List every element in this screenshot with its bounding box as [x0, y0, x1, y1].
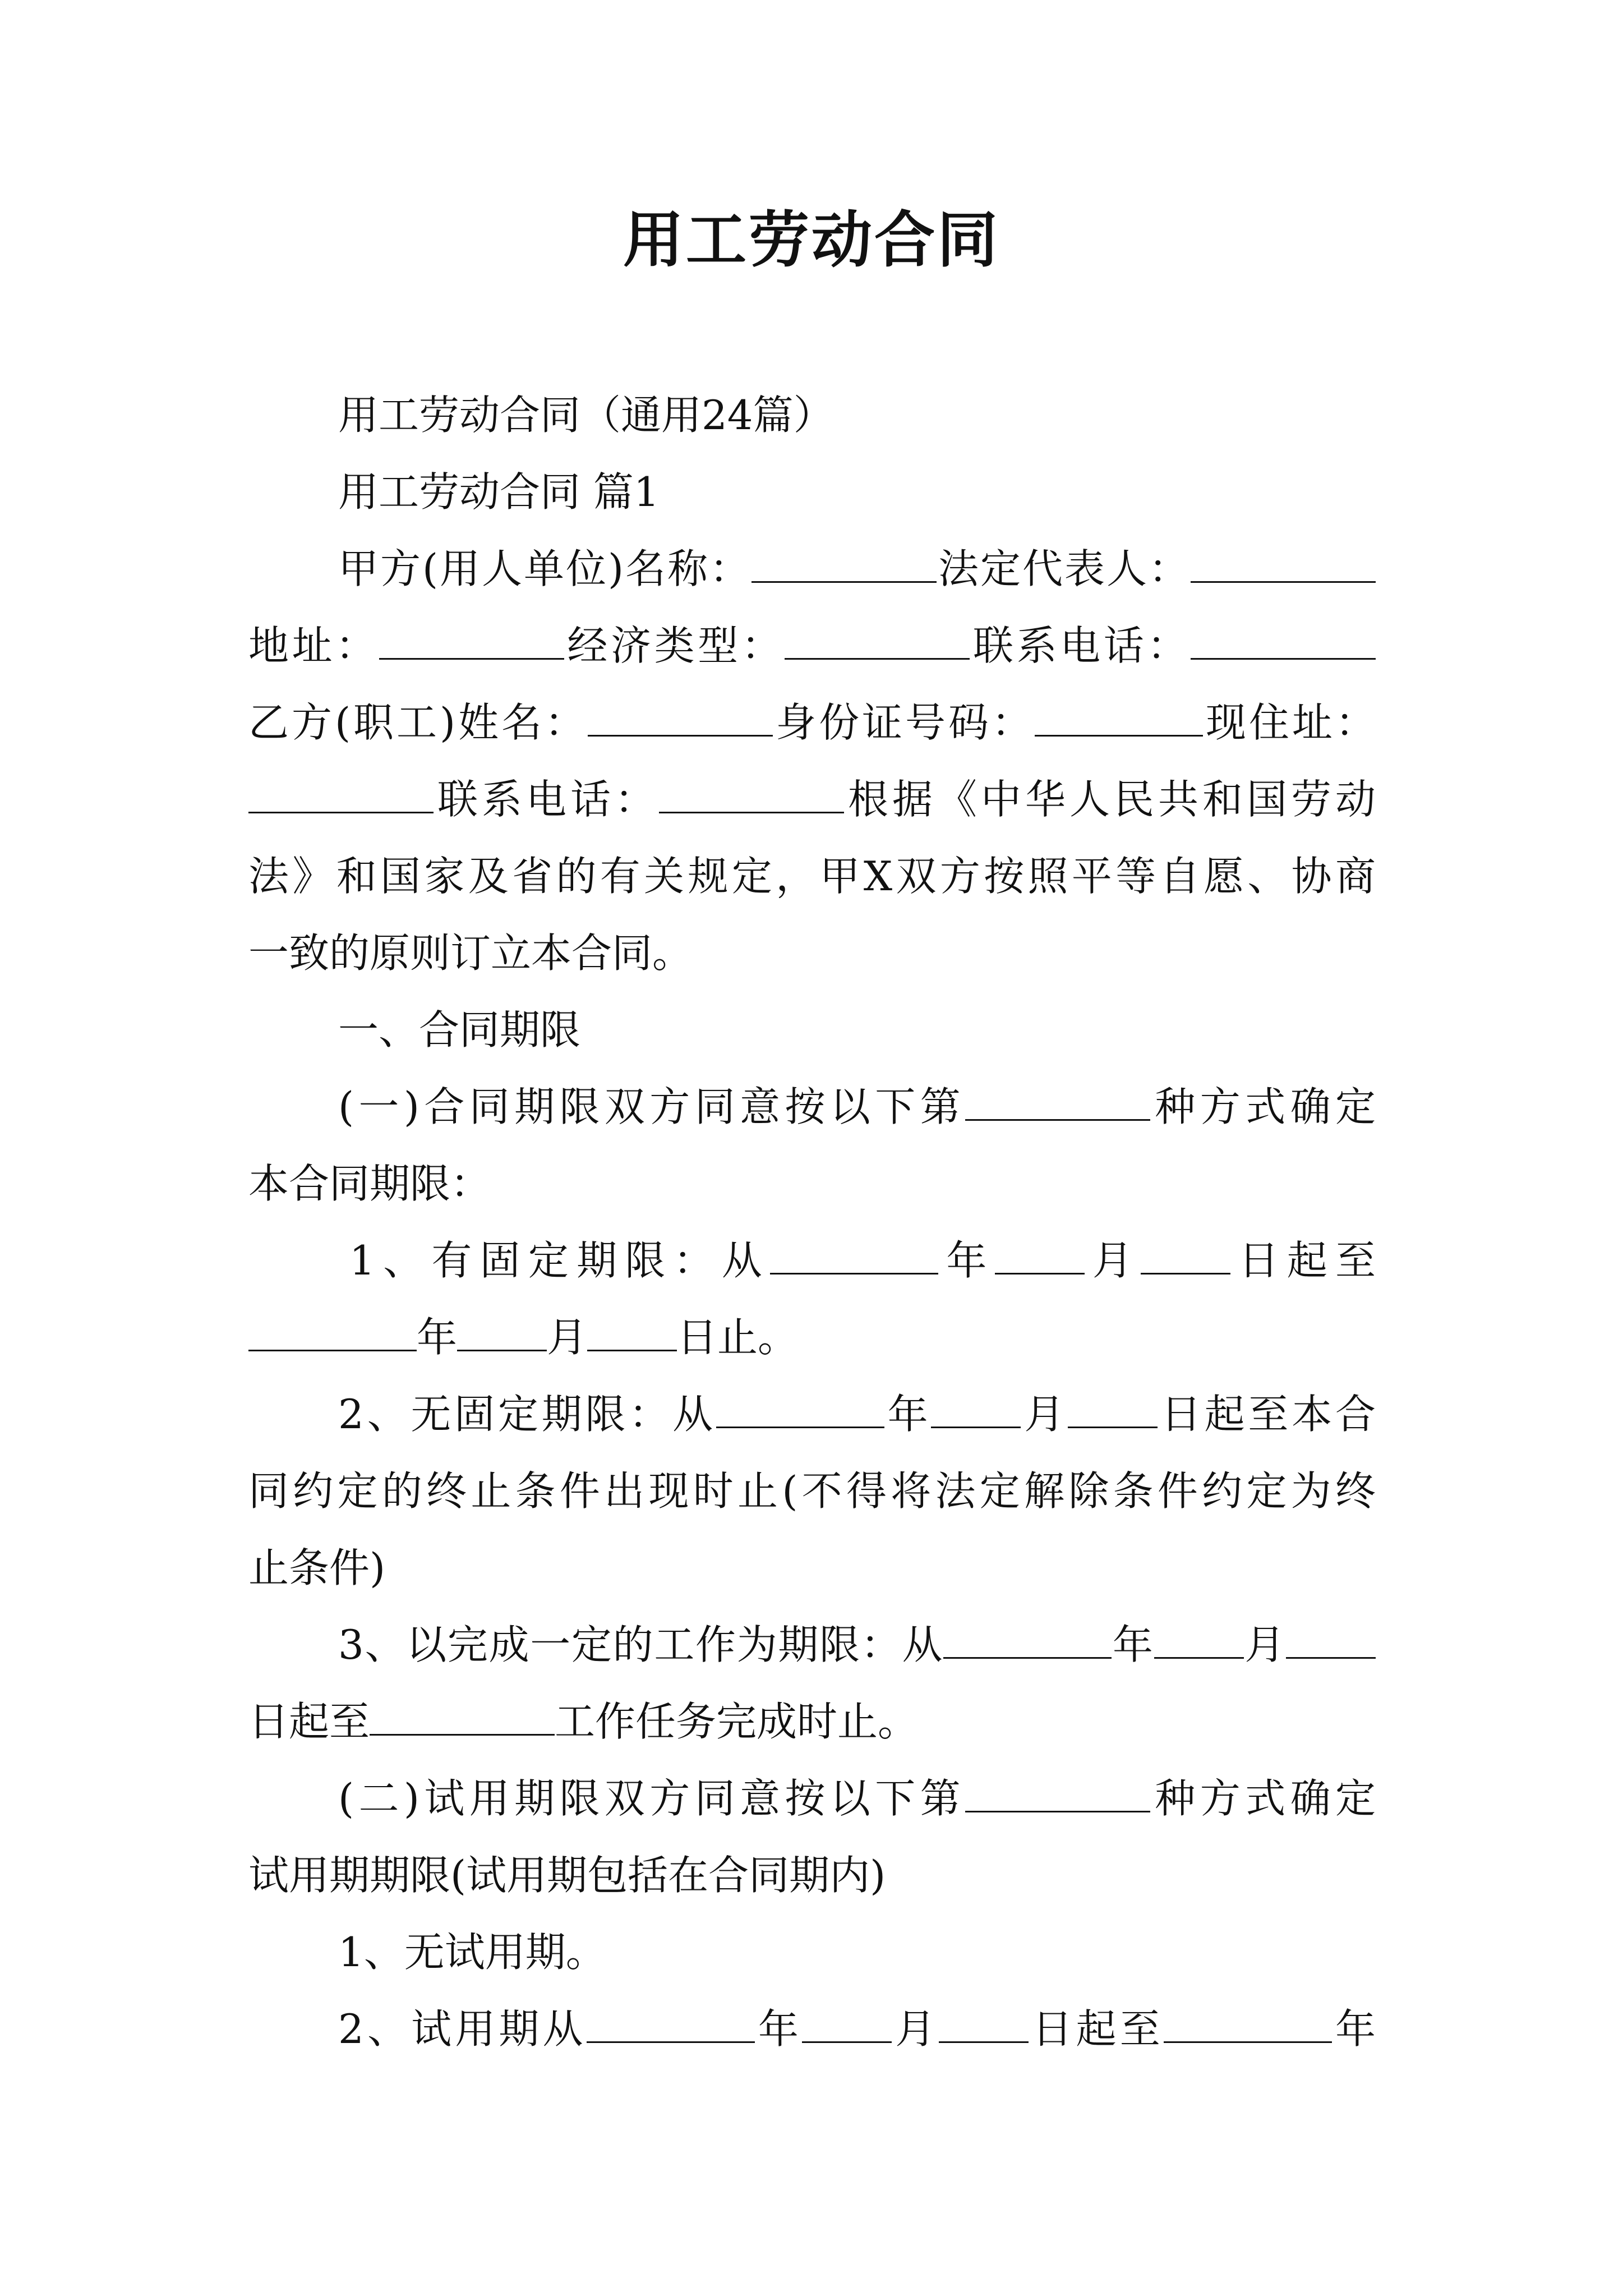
text-segment: 工作任务完成时止。 [555, 1698, 919, 1745]
text-segment: 一致的原则订立本合同。 [248, 930, 693, 977]
text-segment: 法定代表人： [937, 545, 1191, 592]
text-segment: 年 [1331, 2005, 1376, 2053]
text-segment: 2、无固定期限：从 [338, 1391, 716, 1438]
text-line [248, 1299, 1376, 1376]
text-segment: 月 [1084, 1237, 1141, 1284]
text-segment: 法》和国家及省的有关规定，甲X双方按照平等自愿、协商 [248, 853, 1376, 900]
fill-in-blank[interactable] [370, 1697, 555, 1736]
fill-in-blank[interactable] [995, 1236, 1085, 1274]
text-line [248, 1222, 1376, 1299]
text-segment: 止条件) [248, 1544, 386, 1591]
fill-in-blank[interactable] [939, 2005, 1029, 2043]
text-segment: 试用期期限(试用期包括在合同期内) [248, 1852, 886, 1899]
text-line [248, 1376, 1376, 1453]
text-segment: 月 [547, 1314, 588, 1361]
text-segment: 甲方(用人单位)名称： [338, 545, 752, 592]
text-line [248, 1760, 1376, 1837]
fill-in-blank[interactable] [379, 622, 564, 660]
text-segment: 日起至本合 [1158, 1391, 1376, 1438]
text-line [248, 531, 1376, 608]
text-segment: 乙方(职工)姓名： [248, 699, 588, 746]
text-segment: 根据《中华人民共和国劳动 [844, 776, 1376, 823]
text-segment: 一、合同期限 [338, 1006, 581, 1053]
text-segment: 2、试用期从 [338, 2005, 587, 2053]
fill-in-blank[interactable] [1068, 1390, 1158, 1428]
fill-in-blank[interactable] [587, 1313, 677, 1351]
fill-in-blank[interactable] [457, 1313, 547, 1351]
text-segment: 年 [938, 1237, 995, 1284]
text-segment: 经济类型： [564, 622, 785, 669]
text-line [248, 1453, 1376, 1530]
fill-in-blank[interactable] [248, 775, 434, 813]
text-line [248, 1991, 1376, 2068]
fill-in-blank[interactable] [965, 1774, 1150, 1812]
text-line [248, 608, 1376, 684]
text-line [248, 454, 1376, 531]
fill-in-blank[interactable] [1164, 2005, 1332, 2043]
fill-in-blank[interactable] [943, 1621, 1112, 1659]
text-segment: 3、以完成一定的工作为期限：从 [338, 1621, 944, 1668]
text-segment: 年 [884, 1391, 932, 1438]
text-segment: 月 [891, 2005, 939, 2053]
text-segment: 联系电话： [970, 622, 1191, 669]
fill-in-blank[interactable] [587, 2005, 755, 2043]
text-segment: 1、无试用期。 [338, 1929, 606, 1976]
text-segment: 现住址： [1203, 699, 1376, 746]
text-line [248, 915, 1376, 992]
text-line [248, 1683, 1376, 1760]
text-segment: 年 [417, 1314, 458, 1361]
text-line [248, 1837, 1376, 1914]
text-segment: 日起至 [1029, 2005, 1164, 2053]
text-line [248, 992, 1376, 1069]
text-segment: 种方式确定 [1150, 1083, 1376, 1130]
text-segment: 联系电话： [434, 776, 659, 823]
fill-in-blank[interactable] [785, 622, 970, 660]
text-line [248, 1530, 1376, 1607]
text-segment: 用工劳动合同 篇1 [338, 468, 660, 516]
fill-in-blank[interactable] [1191, 545, 1376, 583]
text-line [248, 377, 1376, 454]
text-line [248, 1145, 1376, 1222]
text-segment: 日起至 [248, 1698, 370, 1745]
fill-in-blank[interactable] [770, 1236, 938, 1274]
text-segment: 年 [1112, 1621, 1154, 1668]
fill-in-blank[interactable] [802, 2005, 892, 2043]
text-segment: 同约定的终止条件出现时止(不得将法定解除条件约定为终 [248, 1467, 1376, 1515]
text-line [248, 684, 1376, 761]
fill-in-blank[interactable] [716, 1390, 884, 1428]
text-segment: 种方式确定 [1150, 1775, 1376, 1822]
fill-in-blank[interactable] [659, 775, 844, 813]
fill-in-blank[interactable] [1154, 1621, 1244, 1659]
fill-in-blank[interactable] [248, 1313, 417, 1351]
fill-in-blank[interactable] [588, 698, 773, 737]
text-segment: 地址： [248, 622, 379, 669]
text-segment: 日止。 [677, 1314, 799, 1361]
text-segment: 年 [754, 2005, 802, 2053]
document-title: 用工劳动合同 [623, 205, 1000, 275]
fill-in-blank[interactable] [1191, 622, 1376, 660]
fill-in-blank[interactable] [931, 1390, 1021, 1428]
document-body [248, 377, 1376, 2068]
fill-in-blank[interactable] [1286, 1621, 1376, 1659]
text-segment: (二)试用期限双方同意按以下第 [338, 1775, 966, 1822]
text-segment: 本合同期限： [248, 1160, 491, 1207]
fill-in-blank[interactable] [1035, 698, 1203, 737]
fill-in-blank[interactable] [751, 545, 937, 583]
text-line [248, 761, 1376, 838]
text-line [248, 1069, 1376, 1145]
text-line [248, 1607, 1376, 1683]
text-segment: 月 [1243, 1621, 1286, 1668]
text-segment: 身份证号码： [773, 699, 1035, 746]
text-segment: (一)合同期限双方同意按以下第 [338, 1083, 966, 1130]
text-segment: 用工劳动合同（通用24篇） [338, 392, 834, 439]
fill-in-blank[interactable] [965, 1083, 1150, 1121]
text-line [248, 838, 1376, 915]
text-segment: 1、有固定期限：从 [349, 1237, 771, 1284]
fill-in-blank[interactable] [1141, 1236, 1230, 1274]
text-segment: 日起至 [1230, 1237, 1376, 1284]
text-segment: 月 [1021, 1391, 1068, 1438]
text-line [248, 1914, 1376, 1991]
